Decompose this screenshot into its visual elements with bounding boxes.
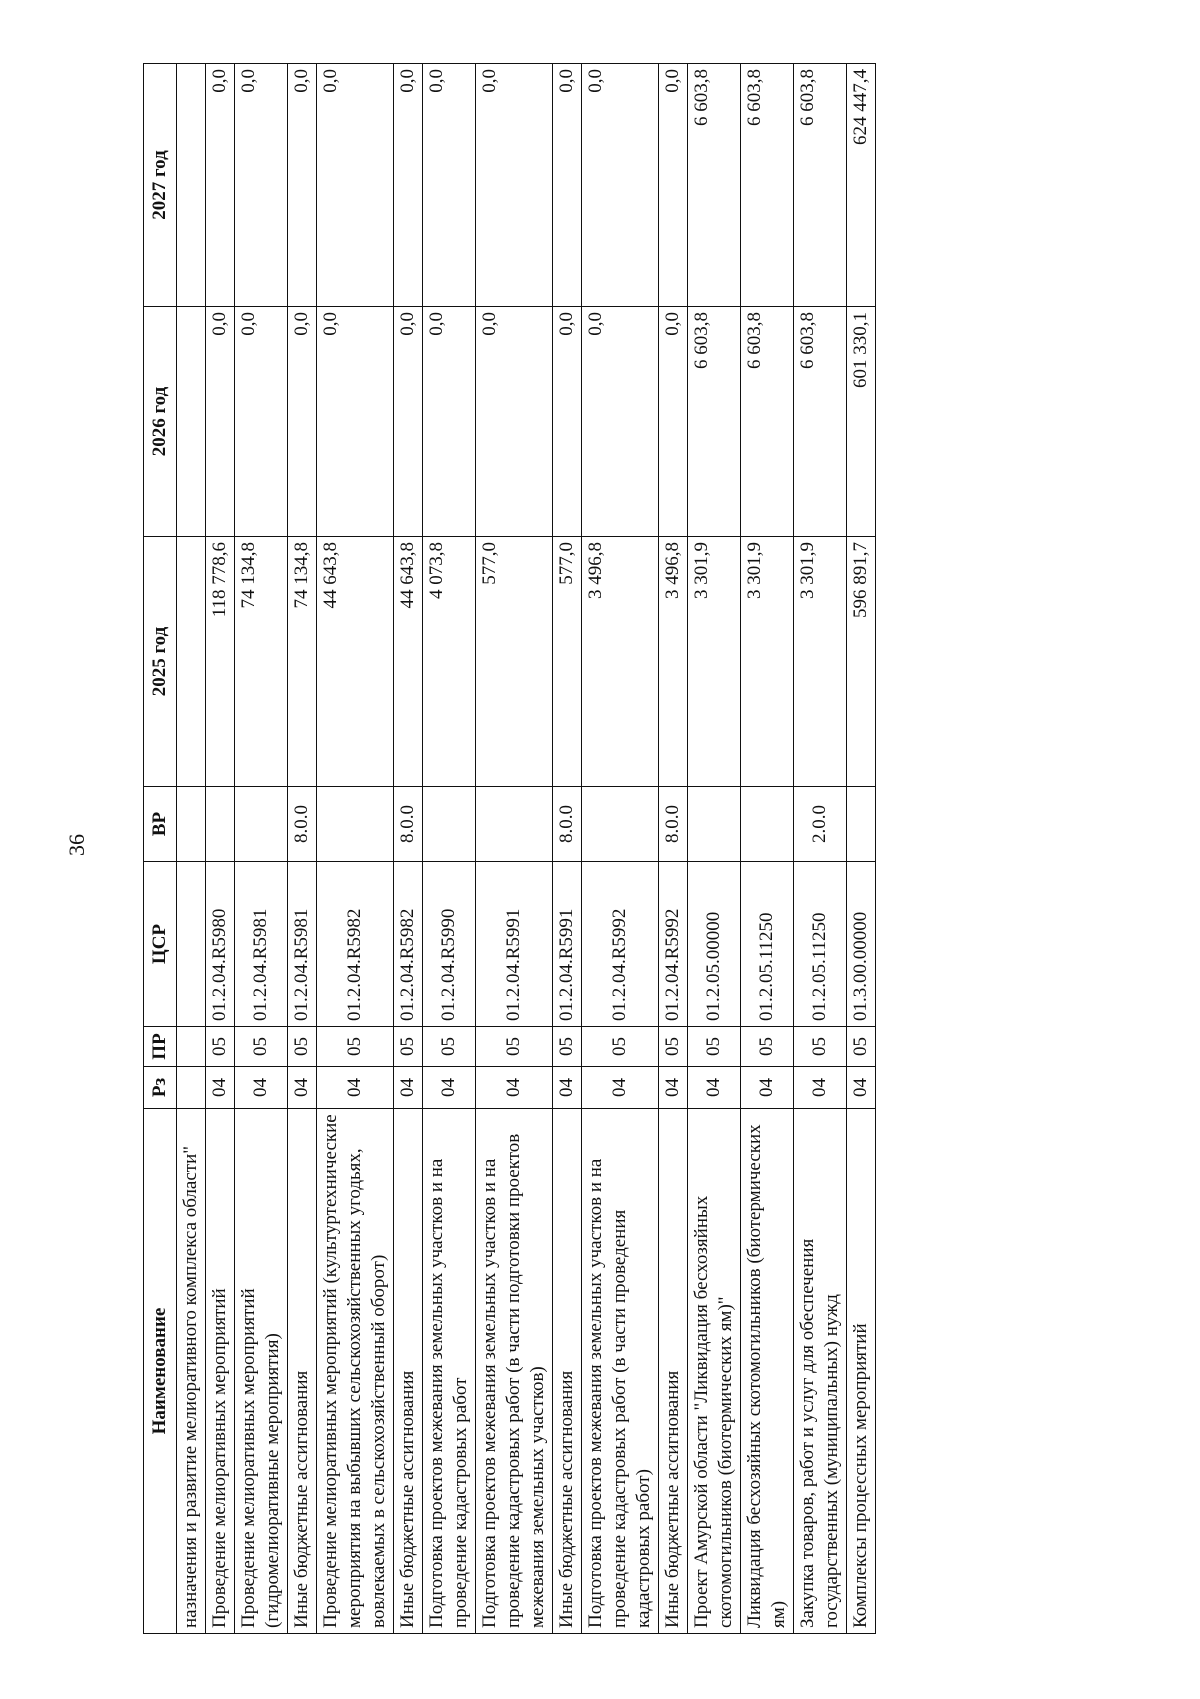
table-row xyxy=(553,64,582,1634)
cell-2025: 3 301,9 xyxy=(794,537,847,787)
cell-2025: 3 301,9 xyxy=(688,537,741,787)
cell-2026: 601 330,1 xyxy=(847,307,876,537)
cell-rz: 04 xyxy=(288,1067,317,1109)
cell-csr: 01.2.04.R5981 xyxy=(235,862,288,1027)
cell-pr: 05 xyxy=(317,1027,394,1067)
cell-csr: 01.2.04.R5990 xyxy=(423,862,476,1027)
table-row xyxy=(317,64,394,1634)
table-row xyxy=(177,64,206,1634)
cell-2027 xyxy=(177,64,206,307)
cell-csr xyxy=(177,862,206,1027)
cell-rz: 04 xyxy=(476,1067,553,1109)
cell-2025: 74 134,8 xyxy=(288,537,317,787)
cell-2025: 3 301,9 xyxy=(741,537,794,787)
header-vr: ВР xyxy=(144,787,177,862)
cell-rz: 04 xyxy=(553,1067,582,1109)
cell-2027: 0,0 xyxy=(206,64,235,307)
cell-rz: 04 xyxy=(423,1067,476,1109)
cell-2026: 0,0 xyxy=(394,307,423,537)
table-row xyxy=(582,64,659,1634)
cell-csr: 01.2.04.R5982 xyxy=(394,862,423,1027)
cell-vr xyxy=(206,787,235,862)
cell-vr xyxy=(177,787,206,862)
cell-vr xyxy=(317,787,394,862)
cell-vr xyxy=(741,787,794,862)
cell-pr: 05 xyxy=(659,1027,688,1067)
cell-name: Подготовка проектов межевания земельных участков и на проведение кадастровых работ (в части проведения кадастровых работ) xyxy=(582,1109,659,1634)
budget-table xyxy=(143,63,876,1634)
cell-rz: 04 xyxy=(847,1067,876,1109)
cell-name: Иные бюджетные ассигнования xyxy=(659,1109,688,1634)
cell-csr: 01.2.05.00000 xyxy=(688,862,741,1027)
cell-rz: 04 xyxy=(659,1067,688,1109)
cell-2027: 0,0 xyxy=(394,64,423,307)
cell-pr: 05 xyxy=(688,1027,741,1067)
cell-2027: 6 603,8 xyxy=(794,64,847,307)
header-pr: ПР xyxy=(144,1027,177,1067)
cell-2026: 6 603,8 xyxy=(688,307,741,537)
header-rz: Рз xyxy=(144,1067,177,1109)
cell-2025: 44 643,8 xyxy=(394,537,423,787)
table-row xyxy=(688,64,741,1634)
cell-csr: 01.2.04.R5980 xyxy=(206,862,235,1027)
cell-name: Иные бюджетные ассигнования xyxy=(553,1109,582,1634)
cell-vr xyxy=(582,787,659,862)
cell-vr: 8.0.0 xyxy=(659,787,688,862)
cell-2027: 624 447,4 xyxy=(847,64,876,307)
cell-2027: 0,0 xyxy=(235,64,288,307)
cell-2026: 0,0 xyxy=(235,307,288,537)
cell-2025: 577,0 xyxy=(553,537,582,787)
cell-pr: 05 xyxy=(847,1027,876,1067)
cell-vr xyxy=(423,787,476,862)
cell-rz xyxy=(177,1067,206,1109)
cell-rz: 04 xyxy=(794,1067,847,1109)
cell-2027: 0,0 xyxy=(553,64,582,307)
cell-2025: 74 134,8 xyxy=(235,537,288,787)
cell-vr: 8.0.0 xyxy=(288,787,317,862)
table-row xyxy=(394,64,423,1634)
header-name: Наименование xyxy=(144,1109,177,1634)
header-row xyxy=(144,64,177,1634)
cell-2026: 0,0 xyxy=(553,307,582,537)
cell-pr: 05 xyxy=(582,1027,659,1067)
page-number: 36 xyxy=(64,834,89,856)
cell-csr: 01.2.04.R5991 xyxy=(476,862,553,1027)
header-2026: 2026 год xyxy=(144,307,177,537)
cell-2027: 6 603,8 xyxy=(688,64,741,307)
cell-2027: 0,0 xyxy=(476,64,553,307)
cell-vr: 8.0.0 xyxy=(553,787,582,862)
cell-rz: 04 xyxy=(317,1067,394,1109)
table-row xyxy=(847,64,876,1634)
cell-pr: 05 xyxy=(235,1027,288,1067)
cell-rz: 04 xyxy=(582,1067,659,1109)
table-row xyxy=(423,64,476,1634)
cell-2026: 6 603,8 xyxy=(794,307,847,537)
cell-pr: 05 xyxy=(553,1027,582,1067)
cell-rz: 04 xyxy=(741,1067,794,1109)
cell-name: Подготовка проектов межевания земельных участков и на проведение кадастровых работ (в части подготовки проектов межевания земельных участков) xyxy=(476,1109,553,1634)
cell-2027: 0,0 xyxy=(659,64,688,307)
cell-2025: 44 643,8 xyxy=(317,537,394,787)
cell-name: Проект Амурской области "Ликвидация бесхозяйных скотомогильников (биотермических ям)" xyxy=(688,1109,741,1634)
cell-vr xyxy=(476,787,553,862)
cell-rz: 04 xyxy=(235,1067,288,1109)
cell-csr: 01.2.04.R5992 xyxy=(582,862,659,1027)
cell-pr: 05 xyxy=(741,1027,794,1067)
cell-csr: 01.3.00.00000 xyxy=(847,862,876,1027)
cell-pr: 05 xyxy=(794,1027,847,1067)
cell-pr xyxy=(177,1027,206,1067)
cell-2025: 596 891,7 xyxy=(847,537,876,787)
cell-2026: 0,0 xyxy=(423,307,476,537)
header-csr: ЦСР xyxy=(144,862,177,1027)
cell-csr: 01.2.04.R5992 xyxy=(659,862,688,1027)
table-row xyxy=(659,64,688,1634)
table-row xyxy=(235,64,288,1634)
cell-vr xyxy=(847,787,876,862)
cell-name: Подготовка проектов межевания земельных участков и на проведение кадастровых работ xyxy=(423,1109,476,1634)
cell-csr: 01.2.04.R5981 xyxy=(288,862,317,1027)
table-row xyxy=(794,64,847,1634)
cell-pr: 05 xyxy=(394,1027,423,1067)
cell-name: Закупка товаров, работ и услуг для обеспечения государственных (муниципальных) нужд xyxy=(794,1109,847,1634)
cell-pr: 05 xyxy=(476,1027,553,1067)
table-row xyxy=(288,64,317,1634)
cell-2025: 3 496,8 xyxy=(582,537,659,787)
cell-2025: 3 496,8 xyxy=(659,537,688,787)
cell-2026: 6 603,8 xyxy=(741,307,794,537)
cell-vr xyxy=(235,787,288,862)
cell-2026: 0,0 xyxy=(582,307,659,537)
cell-2026: 0,0 xyxy=(476,307,553,537)
cell-2025: 4 073,8 xyxy=(423,537,476,787)
cell-2025: 577,0 xyxy=(476,537,553,787)
table-row xyxy=(741,64,794,1634)
cell-pr: 05 xyxy=(206,1027,235,1067)
cell-name: Ликвидация бесхозяйных скотомогильников (биотермических ям) xyxy=(741,1109,794,1634)
cell-rz: 04 xyxy=(688,1067,741,1109)
cell-vr xyxy=(688,787,741,862)
cell-2026: 0,0 xyxy=(206,307,235,537)
rotated-table-wrapper xyxy=(143,64,876,1634)
cell-2027: 0,0 xyxy=(423,64,476,307)
cell-csr: 01.2.04.R5991 xyxy=(553,862,582,1027)
table-row xyxy=(206,64,235,1634)
cell-name: назначения и развитие мелиоративного комплекса области" xyxy=(177,1109,206,1634)
cell-pr: 05 xyxy=(423,1027,476,1067)
table-body xyxy=(177,64,876,1634)
cell-csr: 01.2.05.11250 xyxy=(741,862,794,1027)
cell-name: Комплексы процессных мероприятий xyxy=(847,1109,876,1634)
cell-2027: 0,0 xyxy=(288,64,317,307)
cell-2027: 0,0 xyxy=(317,64,394,307)
table-row xyxy=(476,64,553,1634)
cell-vr: 2.0.0 xyxy=(794,787,847,862)
cell-name: Иные бюджетные ассигнования xyxy=(288,1109,317,1634)
cell-2025 xyxy=(177,537,206,787)
cell-name: Проведение мелиоративных мероприятий xyxy=(206,1109,235,1634)
cell-vr: 8.0.0 xyxy=(394,787,423,862)
cell-2026: 0,0 xyxy=(659,307,688,537)
cell-2025: 118 778,6 xyxy=(206,537,235,787)
cell-2027: 6 603,8 xyxy=(741,64,794,307)
cell-csr: 01.2.05.11250 xyxy=(794,862,847,1027)
cell-name: Проведение мелиоративных мероприятий (гидромелиоративные мероприятия) xyxy=(235,1109,288,1634)
cell-2026 xyxy=(177,307,206,537)
header-2025: 2025 год xyxy=(144,537,177,787)
cell-pr: 05 xyxy=(288,1027,317,1067)
cell-rz: 04 xyxy=(394,1067,423,1109)
cell-2027: 0,0 xyxy=(582,64,659,307)
cell-2026: 0,0 xyxy=(288,307,317,537)
cell-name: Иные бюджетные ассигнования xyxy=(394,1109,423,1634)
cell-rz: 04 xyxy=(206,1067,235,1109)
cell-csr: 01.2.04.R5982 xyxy=(317,862,394,1027)
cell-2026: 0,0 xyxy=(317,307,394,537)
header-2027: 2027 год xyxy=(144,64,177,307)
cell-name: Проведение мелиоративных мероприятий (культуртехнические мероприятия на выбывших сельскохозяйственных угодьях, вовлекаемых в сельскохозяйственный оборот) xyxy=(317,1109,394,1634)
